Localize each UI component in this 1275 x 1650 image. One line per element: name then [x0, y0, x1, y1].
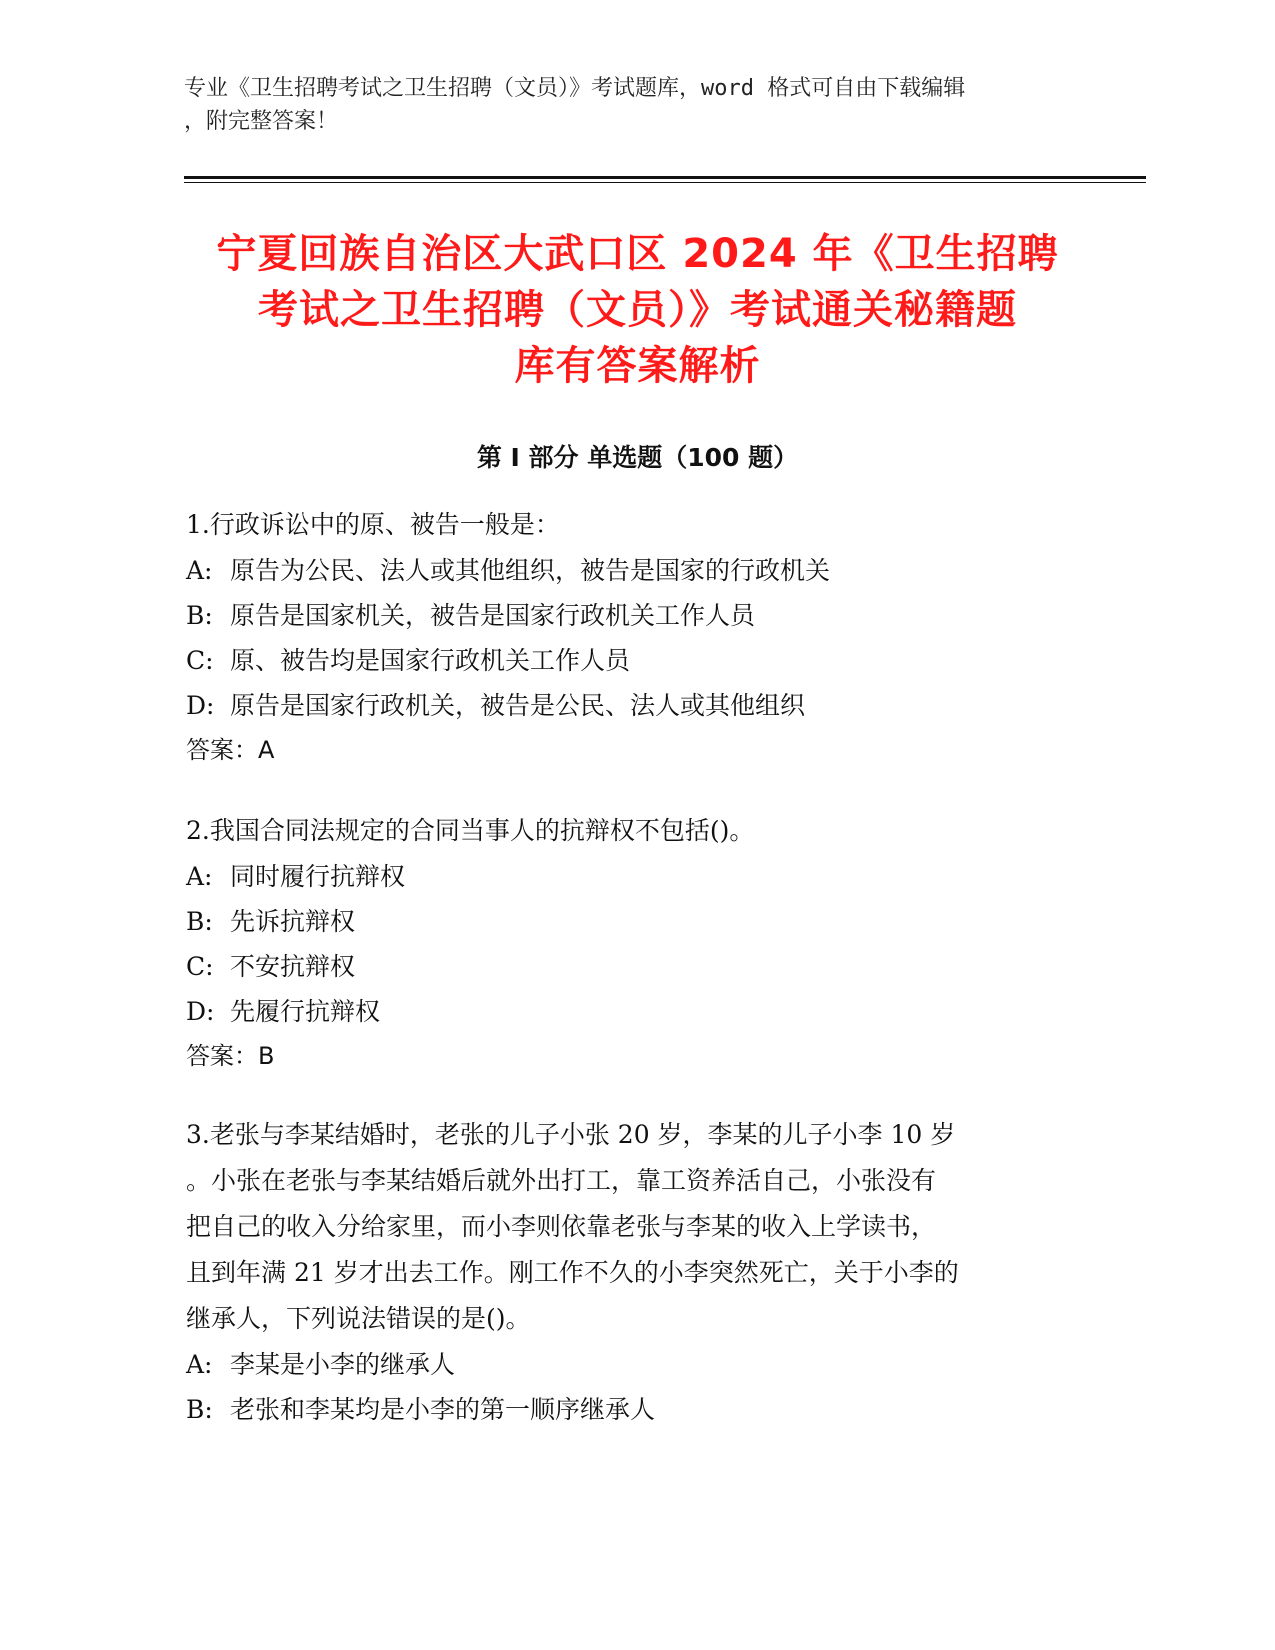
option-letter: C:: [186, 646, 214, 675]
option-a: [186, 854, 1066, 899]
option-b: [186, 899, 1066, 944]
option-a: [186, 1342, 1066, 1387]
option-letter: B:: [186, 601, 213, 630]
option-d: [186, 683, 1066, 728]
option-d: [186, 989, 1066, 1034]
option-letter: A:: [186, 862, 213, 891]
question-3: [186, 1112, 1066, 1432]
header-divider-thick: [184, 176, 1146, 179]
header-divider-thin: [184, 182, 1146, 183]
option-text: 原、被告均是国家行政机关工作人员: [230, 646, 631, 675]
option-letter: B:: [186, 907, 213, 936]
question-2: [186, 808, 1066, 1079]
option-letter: A:: [186, 1350, 213, 1379]
question-stem-line: 。小张在老张与李某结婚后就外出打工，靠工资养活自己，小张没有: [186, 1166, 937, 1195]
option-text: 先诉抗辩权: [230, 907, 356, 936]
option-c: [186, 944, 1066, 989]
question-stem: 1.行政诉讼中的原、被告一般是：: [186, 510, 560, 539]
document-title-line-1: 宁夏回族自治区大武口区 2024 年《卫生招聘: [216, 231, 1059, 277]
header-note-line-1: 专业《卫生招聘考试之卫生招聘（文员）》考试题库，word 格式可自由下载编辑: [184, 76, 966, 101]
option-text: 原告是国家行政机关，被告是公民、法人或其他组织: [230, 691, 806, 720]
answer: 答案：B: [186, 1042, 275, 1070]
answer: 答案：A: [186, 736, 275, 764]
question-stem: 2.我国合同法规定的合同当事人的抗辩权不包括()。: [186, 816, 755, 845]
option-letter: D:: [186, 997, 215, 1026]
option-letter: D:: [186, 691, 215, 720]
question-stem-line: 继承人，下列说法错误的是()。: [186, 1304, 531, 1333]
header-note-line-2: ，附完整答案！: [184, 109, 339, 134]
question-1: [186, 502, 1066, 773]
document-title-line-2: 考试之卫生招聘（文员）》考试通关秘籍题: [258, 287, 1017, 333]
option-text: 原告为公民、法人或其他组织，被告是国家的行政机关: [230, 556, 831, 585]
question-stem-line: 把自己的收入分给家里，而小李则依靠老张与李某的收入上学读书，: [186, 1212, 937, 1241]
section-title: 第 I 部分 单选题（100 题）: [476, 443, 799, 472]
question-stem-line: 且到年满 21 岁才出去工作。刚工作不久的小李突然死亡，关于小李的: [186, 1258, 959, 1287]
option-b: [186, 593, 1066, 638]
option-text: 老张和李某均是小李的第一顺序继承人: [230, 1395, 656, 1424]
option-letter: B:: [186, 1395, 213, 1424]
option-text: 同时履行抗辩权: [230, 862, 406, 891]
option-text: 先履行抗辩权: [230, 997, 381, 1026]
question-stem-line: 3.老张与李某结婚时，老张的儿子小张 20 岁，李某的儿子小李 10 岁: [186, 1120, 956, 1149]
option-b: [186, 1387, 1066, 1432]
document-title: [150, 226, 1125, 394]
option-text: 原告是国家机关，被告是国家行政机关工作人员: [230, 601, 756, 630]
document-title-line-3: 库有答案解析: [514, 343, 761, 389]
option-letter: C:: [186, 952, 214, 981]
option-text: 李某是小李的继承人: [230, 1350, 456, 1379]
option-a: [186, 548, 1066, 593]
header-note: [184, 72, 1064, 138]
option-text: 不安抗辩权: [230, 952, 356, 981]
option-c: [186, 638, 1066, 683]
option-letter: A:: [186, 556, 213, 585]
